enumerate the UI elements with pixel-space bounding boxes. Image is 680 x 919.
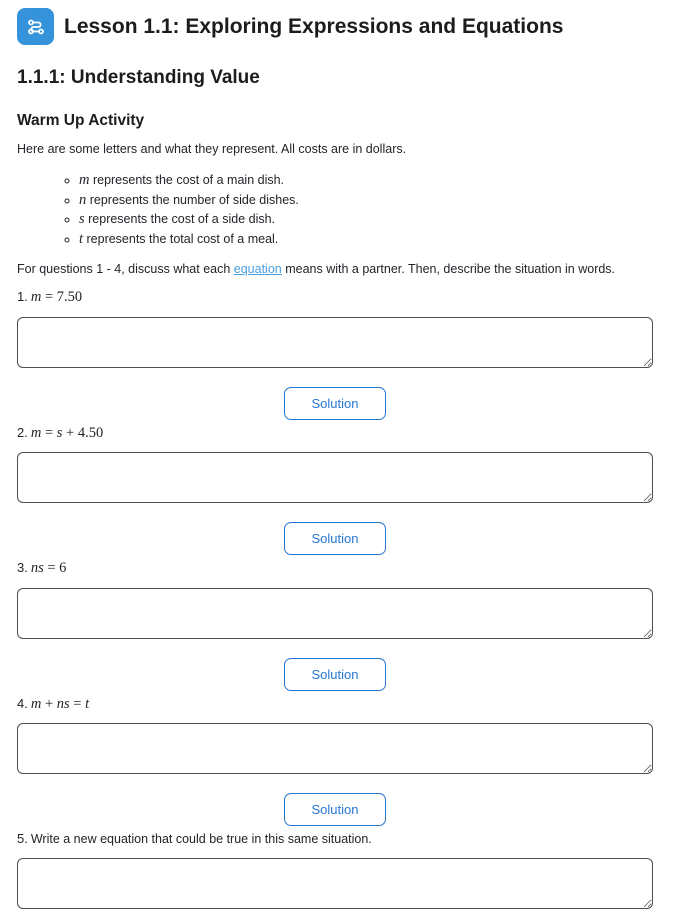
- equation-segment: = 6: [43, 560, 67, 576]
- equation-segment: m: [30, 424, 42, 441]
- math-variable: t: [79, 230, 84, 247]
- question-block: [17, 289, 653, 420]
- question-label: [17, 560, 653, 576]
- math-variable: s: [79, 211, 85, 227]
- math-variable: n: [79, 191, 87, 208]
- lesson-header: [17, 8, 653, 45]
- equation-segment: ns: [30, 560, 44, 576]
- math-variable: m: [79, 172, 90, 188]
- question-block: [17, 560, 653, 691]
- question-number: 5.: [17, 831, 28, 846]
- question-label: [17, 289, 653, 305]
- equation-segment: m: [30, 695, 42, 712]
- question-prompt-text: Write a new equation that could be true in this same situation.: [30, 832, 372, 846]
- definition-item: ◦ s represents the cost of a side dish.: [79, 212, 653, 227]
- equation-segment: = 7.50: [41, 289, 83, 305]
- definition-item: ◦ n represents the number of side dishes.: [79, 193, 653, 208]
- question-block: [17, 831, 653, 909]
- equation-segment: +: [41, 695, 57, 712]
- solution-button[interactable]: Solution: [284, 658, 387, 691]
- instructions-text: [17, 262, 653, 276]
- question-block: [17, 696, 653, 827]
- definition-list: [17, 173, 653, 246]
- equation-segment: + 4.50: [62, 424, 104, 441]
- questions-section: [17, 289, 653, 909]
- question-label: [17, 425, 653, 441]
- question-number: 3.: [17, 560, 28, 575]
- equation-segment: m: [30, 289, 42, 305]
- answer-textarea[interactable]: [17, 723, 653, 774]
- equation-segment: ns: [56, 695, 70, 712]
- answer-textarea[interactable]: [17, 588, 653, 639]
- equation-segment: s: [56, 424, 63, 441]
- instructions-after: means with a partner. Then, describe the situation in words.: [281, 262, 616, 276]
- solution-button[interactable]: Solution: [284, 522, 387, 555]
- question-number: 1.: [17, 289, 28, 304]
- section-title: 1.1.1: Understanding Value: [17, 67, 260, 88]
- solution-button[interactable]: Solution: [284, 793, 387, 826]
- activity-title: Warm Up Activity: [17, 112, 145, 129]
- question-number: 2.: [17, 424, 28, 440]
- definition-item: ◦ m represents the cost of a main dish.: [79, 173, 653, 188]
- equation-segment: t: [85, 695, 90, 712]
- question-label: [17, 831, 653, 846]
- question-number: 4.: [17, 695, 28, 711]
- equation-segment: =: [69, 695, 86, 712]
- answer-textarea[interactable]: [17, 452, 653, 503]
- instructions-before: For questions 1 - 4, discuss what each: [17, 262, 234, 276]
- intro-text: Here are some letters and what they represent. All costs are in dollars.: [17, 142, 407, 156]
- equation-segment: =: [41, 424, 57, 441]
- equation-link[interactable]: equation: [233, 262, 282, 276]
- definition-item: ◦ t represents the total cost of a meal.: [79, 232, 653, 247]
- route-icon: [17, 8, 54, 45]
- answer-textarea[interactable]: [17, 317, 653, 368]
- lesson-title: Lesson 1.1: Exploring Expressions and Equations: [64, 14, 564, 38]
- question-label: [17, 696, 653, 712]
- answer-textarea[interactable]: [17, 858, 653, 909]
- solution-button[interactable]: Solution: [284, 387, 387, 420]
- question-block: [17, 425, 653, 556]
